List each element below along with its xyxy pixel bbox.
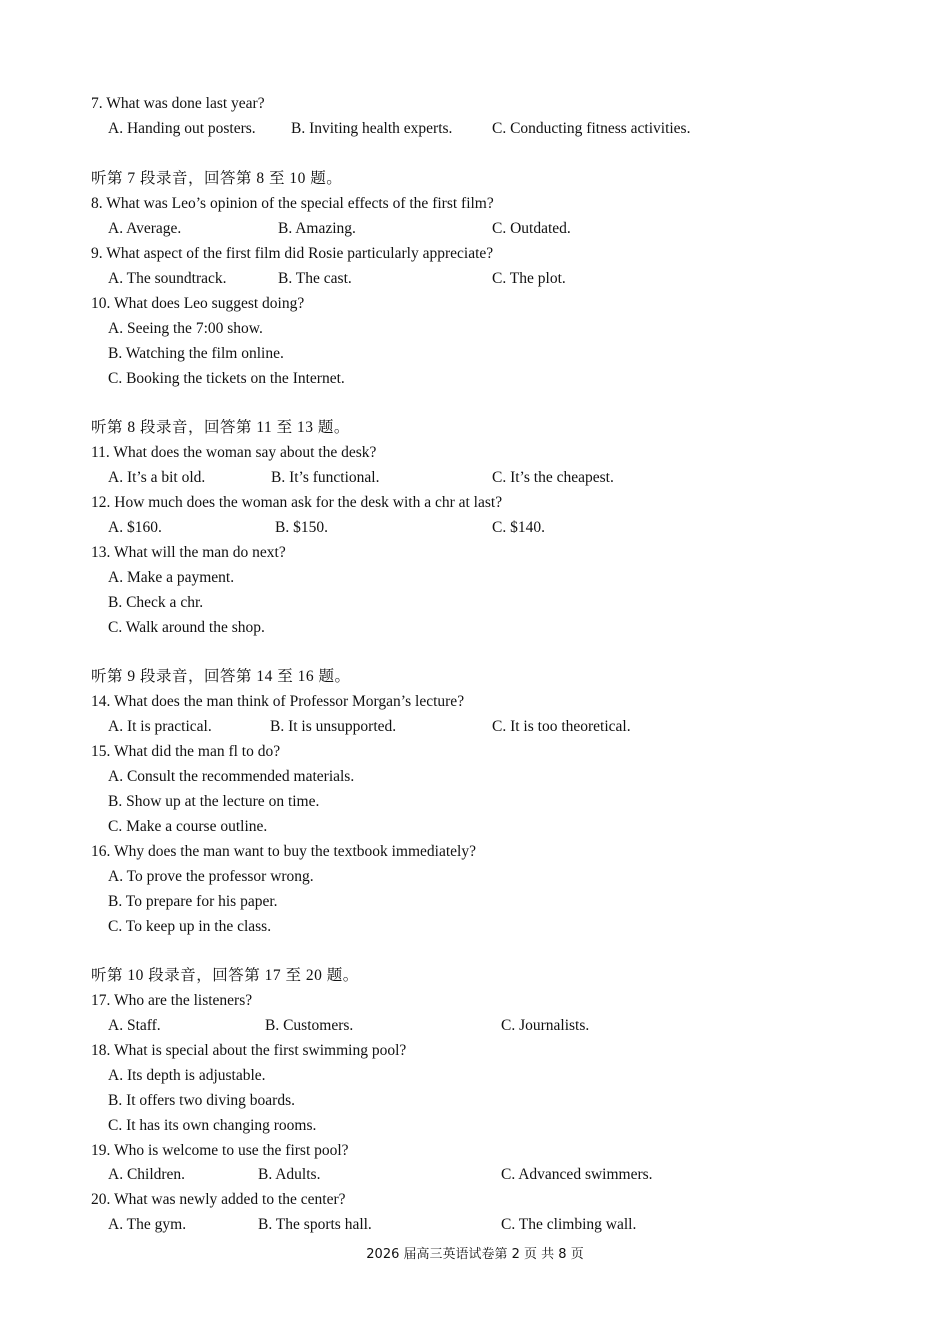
q14-option-b: B. It is unsupported.: [270, 718, 397, 735]
q10-option-a: A. Seeing the 7:00 show.: [108, 320, 263, 337]
q20-option-a: A. The gym.: [108, 1216, 187, 1233]
question-20: 20. What was newly added to the center?: [91, 1191, 346, 1208]
q16-option-a: A. To prove the professor wrong.: [108, 868, 314, 885]
q7-option-a: A. Handing out posters.: [108, 120, 256, 137]
question-19: 19. Who is welcome to use the first pool?: [91, 1142, 349, 1159]
question-8: 8. What was Leo’s opinion of the special effects of the first film?: [91, 195, 494, 212]
q15-option-b: B. Show up at the lecture on time.: [108, 793, 320, 810]
q15-option-a: A. Consult the recommended materials.: [108, 768, 355, 785]
question-15: 15. What did the man fl to do?: [91, 743, 281, 760]
section-9-instruction: 听第 9 段录音，回答第 14 至 16 题。: [91, 668, 351, 685]
q12-option-a: A. $160.: [108, 519, 162, 536]
q12-option-c: C. $140.: [492, 519, 545, 536]
q8-option-c: C. Outdated.: [492, 220, 571, 237]
q18-option-a: A. Its depth is adjustable.: [108, 1067, 266, 1084]
q8-option-a: A. Average.: [108, 220, 182, 237]
q18-option-c: C. It has its own changing rooms.: [108, 1117, 317, 1134]
section-10-instruction: 听第 10 段录音，回答第 17 至 20 题。: [91, 967, 359, 984]
q20-option-c: C. The climbing wall.: [501, 1216, 637, 1233]
q19-option-a: A. Children.: [108, 1166, 186, 1183]
q8-option-b: B. Amazing.: [278, 220, 356, 237]
question-18: 18. What is special about the first swimming pool?: [91, 1042, 407, 1059]
q9-option-b: B. The cast.: [278, 270, 352, 287]
q20-option-b: B. The sports hall.: [258, 1216, 372, 1233]
q12-option-b: B. $150.: [275, 519, 328, 536]
question-11: 11. What does the woman say about the desk?: [91, 444, 377, 461]
q17-option-c: C. Journalists.: [501, 1017, 590, 1034]
q14-option-c: C. It is too theoretical.: [492, 718, 631, 735]
q18-option-b: B. It offers two diving boards.: [108, 1092, 295, 1109]
question-7: 7. What was done last year?: [91, 95, 265, 112]
q11-option-b: B. It’s functional.: [271, 469, 380, 486]
q10-option-b: B. Watching the film online.: [108, 345, 284, 362]
q13-option-b: B. Check a chr.: [108, 594, 204, 611]
q11-option-a: A. It’s a bit old.: [108, 469, 206, 486]
q9-option-c: C. The plot.: [492, 270, 566, 287]
question-16: 16. Why does the man want to buy the textbook immediately?: [91, 843, 476, 860]
q9-option-a: A. The soundtrack.: [108, 270, 227, 287]
q13-option-c: C. Walk around the shop.: [108, 619, 265, 636]
page-footer: 2026 届高三英语试卷第 2 页 共 8 页: [366, 1247, 584, 1262]
question-14: 14. What does the man think of Professor Morgan’s lecture?: [91, 693, 465, 710]
question-13: 13. What will the man do next?: [91, 544, 286, 561]
section-7-instruction: 听第 7 段录音，回答第 8 至 10 题。: [91, 170, 343, 187]
q19-option-b: B. Adults.: [258, 1166, 321, 1183]
question-12: 12. How much does the woman ask for the desk with a chr at last?: [91, 494, 503, 511]
q16-option-c: C. To keep up in the class.: [108, 918, 272, 935]
question-17: 17. Who are the listeners?: [91, 992, 253, 1009]
q7-option-c: C. Conducting fitness activities.: [492, 120, 691, 137]
q17-option-a: A. Staff.: [108, 1017, 161, 1034]
section-8-instruction: 听第 8 段录音，回答第 11 至 13 题。: [91, 419, 350, 436]
q13-option-a: A. Make a payment.: [108, 569, 235, 586]
q10-option-c: C. Booking the tickets on the Internet.: [108, 370, 345, 387]
question-9: 9. What aspect of the first film did Rosie particularly appreciate?: [91, 245, 494, 262]
question-10: 10. What does Leo suggest doing?: [91, 295, 305, 312]
q15-option-c: C. Make a course outline.: [108, 818, 268, 835]
q14-option-a: A. It is practical.: [108, 718, 212, 735]
q11-option-c: C. It’s the cheapest.: [492, 469, 614, 486]
q16-option-b: B. To prepare for his paper.: [108, 893, 278, 910]
q7-option-b: B. Inviting health experts.: [291, 120, 453, 137]
q19-option-c: C. Advanced swimmers.: [501, 1166, 653, 1183]
q17-option-b: B. Customers.: [265, 1017, 354, 1034]
